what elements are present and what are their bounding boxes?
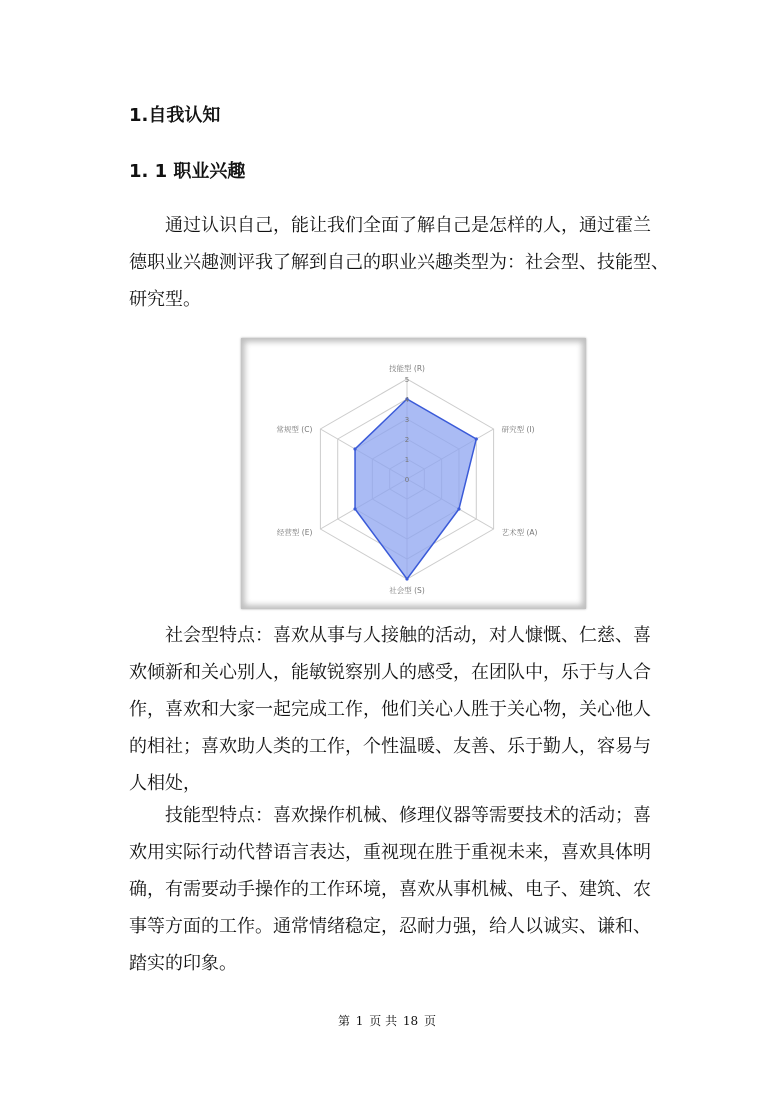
radar-axis-label: 艺术型 (A) [501,528,538,537]
radar-tick-label: 5 [404,376,410,384]
footer-suffix: 页 [424,1014,437,1028]
radar-tick-label: 2 [404,436,410,444]
skill-line: 踏实的印象。 [129,953,237,974]
intro-line: 德职业兴趣测评我了解到自己的职业兴趣类型为：社会型、技能型、 [129,252,669,273]
skill-line: 事等方面的工作。通常情绪稳定，忍耐力强，给人以诚实、谦和、 [129,916,651,937]
footer-total-pages: 18 [402,1014,419,1028]
radar-tick-label: 1 [404,456,410,464]
skill-line: 技能型特点：喜欢操作机械、修理仪器等需要技术的活动；喜 [165,805,651,826]
subsection-heading: 1. 1 职业兴趣 [129,161,246,182]
intro-line: 通过认识自己，能让我们全面了解自己是怎样的人，通过霍兰 [165,215,651,236]
radar-data-point [457,507,460,510]
intro-line: 研究型。 [129,289,201,310]
radar-data-area [355,399,476,579]
radar-chart [241,338,586,609]
radar-tick-label: 0 [404,476,410,484]
footer-mid: 页 共 [369,1014,398,1028]
social-line: 的相社；喜欢助人类的工作，个性温暖、友善、乐于勤人，容易与 [129,736,651,757]
footer-prefix: 第 [337,1014,350,1028]
skill-line: 欢用实际行动代替语言表达，重视现在胜于重视未来，喜欢具体明 [129,842,651,863]
radar-axis-label: 研究型 (I) [501,425,535,434]
social-line: 人相处， [129,773,201,794]
radar-data-point [475,437,478,440]
radar-tick-label: 4 [404,396,410,404]
radar-data-point [353,507,356,510]
social-line: 欢倾新和关心别人，能敏锐察别人的感受，在团队中，乐于与人合 [129,662,651,683]
skill-line: 确，有需要动手操作的工作环境，喜欢从事机械、电子、建筑、农 [129,879,651,900]
radar-data-point [405,577,408,580]
social-line: 社会型特点：喜欢从事与人接触的活动，对人慷慨、仁慈、喜 [165,625,651,646]
radar-axis-label: 经营型 (E) [276,528,313,537]
social-line: 作，喜欢和大家一起完成工作，他们关心人胜于关心物，关心他人 [129,699,651,720]
skill-type-paragraph [129,797,665,982]
footer-page-number: 1 [355,1014,364,1028]
radar-tick-label: 3 [404,416,410,424]
radar-data-point [353,447,356,450]
radar-axis-label: 技能型 (R) [389,364,425,373]
page-footer [0,1012,774,1029]
section-heading: 1.自我认知 [129,105,221,126]
radar-axis-label: 社会型 (S) [389,586,425,595]
radar-axis-label: 常规型 (C) [276,425,313,434]
social-type-paragraph [129,617,665,802]
radar-chart-figure [241,338,586,609]
intro-paragraph [129,207,669,318]
